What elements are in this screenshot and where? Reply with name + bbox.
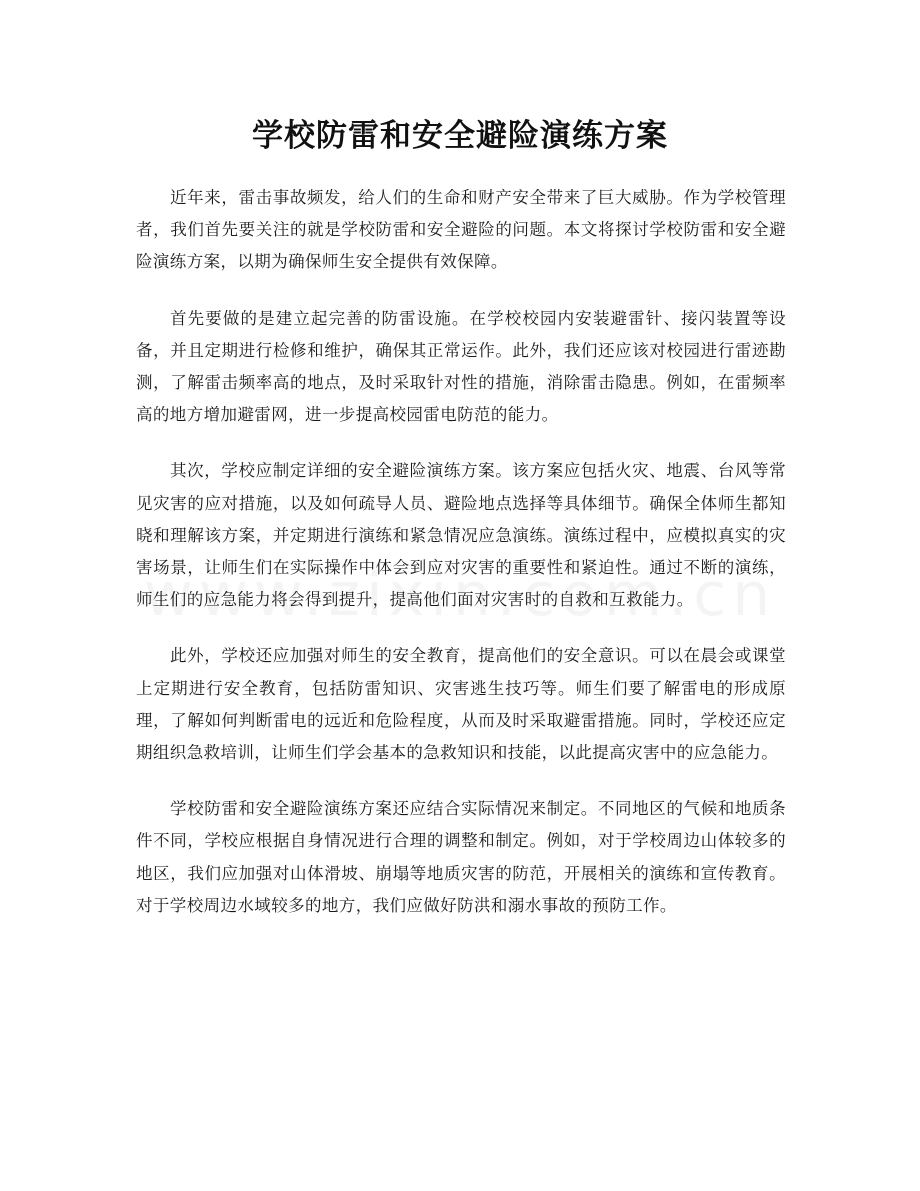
paragraph-2: 首先要做的是建立起完善的防雷设施。在学校校园内安装避雷针、接闪装置等设备，并且定期进行检修和维护，确保其正常运作。此外，我们还应该对校园进行雷迹勘测，了解雷击频率高的地点，及时采取针对性的措施，消除雷击隐患。例如，在雷频率高的地方增加避雷网，进一步提高校园雷电防范的能力。: [136, 308, 786, 425]
paragraph-5: 学校防雷和安全避险演练方案还应结合实际情况来制定。不同地区的气候和地质条件不同，学校应根据自身情况进行合理的调整和制定。例如，对于学校周边山体较多的地区，我们应加强对山体滑坡、崩塌等地质灾害的防范，开展相关的演练和宣传教育。对于学校周边水域较多的地方，我们应做好防洪和溺水事故的预防工作。: [136, 799, 786, 915]
paragraph-3: 其次，学校应制定详细的安全避险演练方案。该方案应包括火灾、地震、台风等常见灾害的应对措施，以及如何疏导人员、避险地点选择等具体细节。确保全体师生都知晓和理解该方案，并定期进行演练和紧急情况应急演练。演练过程中，应模拟真实的灾害场景，让师生们在实际操作中体会到应对灾害的重要性和紧迫性。通过不断的演练，师生们的应急能力将会得到提升，提高他们面对灾害时的自救和互救能力。: [136, 461, 786, 610]
paragraph-4: 此外，学校还应加强对师生的安全教育，提高他们的安全意识。可以在晨会或课堂上定期进行安全教育，包括防雷知识、灾害逃生技巧等。师生们要了解雷电的形成原理，了解如何判断雷电的远近和危险程度，从而及时采取避雷措施。同时，学校还应定期组织急救培训，让师生们学会基本的急救知识和技能，以此提高灾害中的应急能力。: [136, 646, 786, 763]
document-body: [136, 182, 786, 946]
paragraph-1: 近年来，雷击事故频发，给人们的生命和财产安全带来了巨大威胁。作为学校管理者，我们首先要关注的就是学校防雷和安全避险的问题。本文将探讨学校防雷和安全避险演练方案，以期为确保师生安全提供有效保障。: [136, 188, 786, 272]
document-title: 学校防雷和安全避险演练方案: [252, 118, 668, 154]
